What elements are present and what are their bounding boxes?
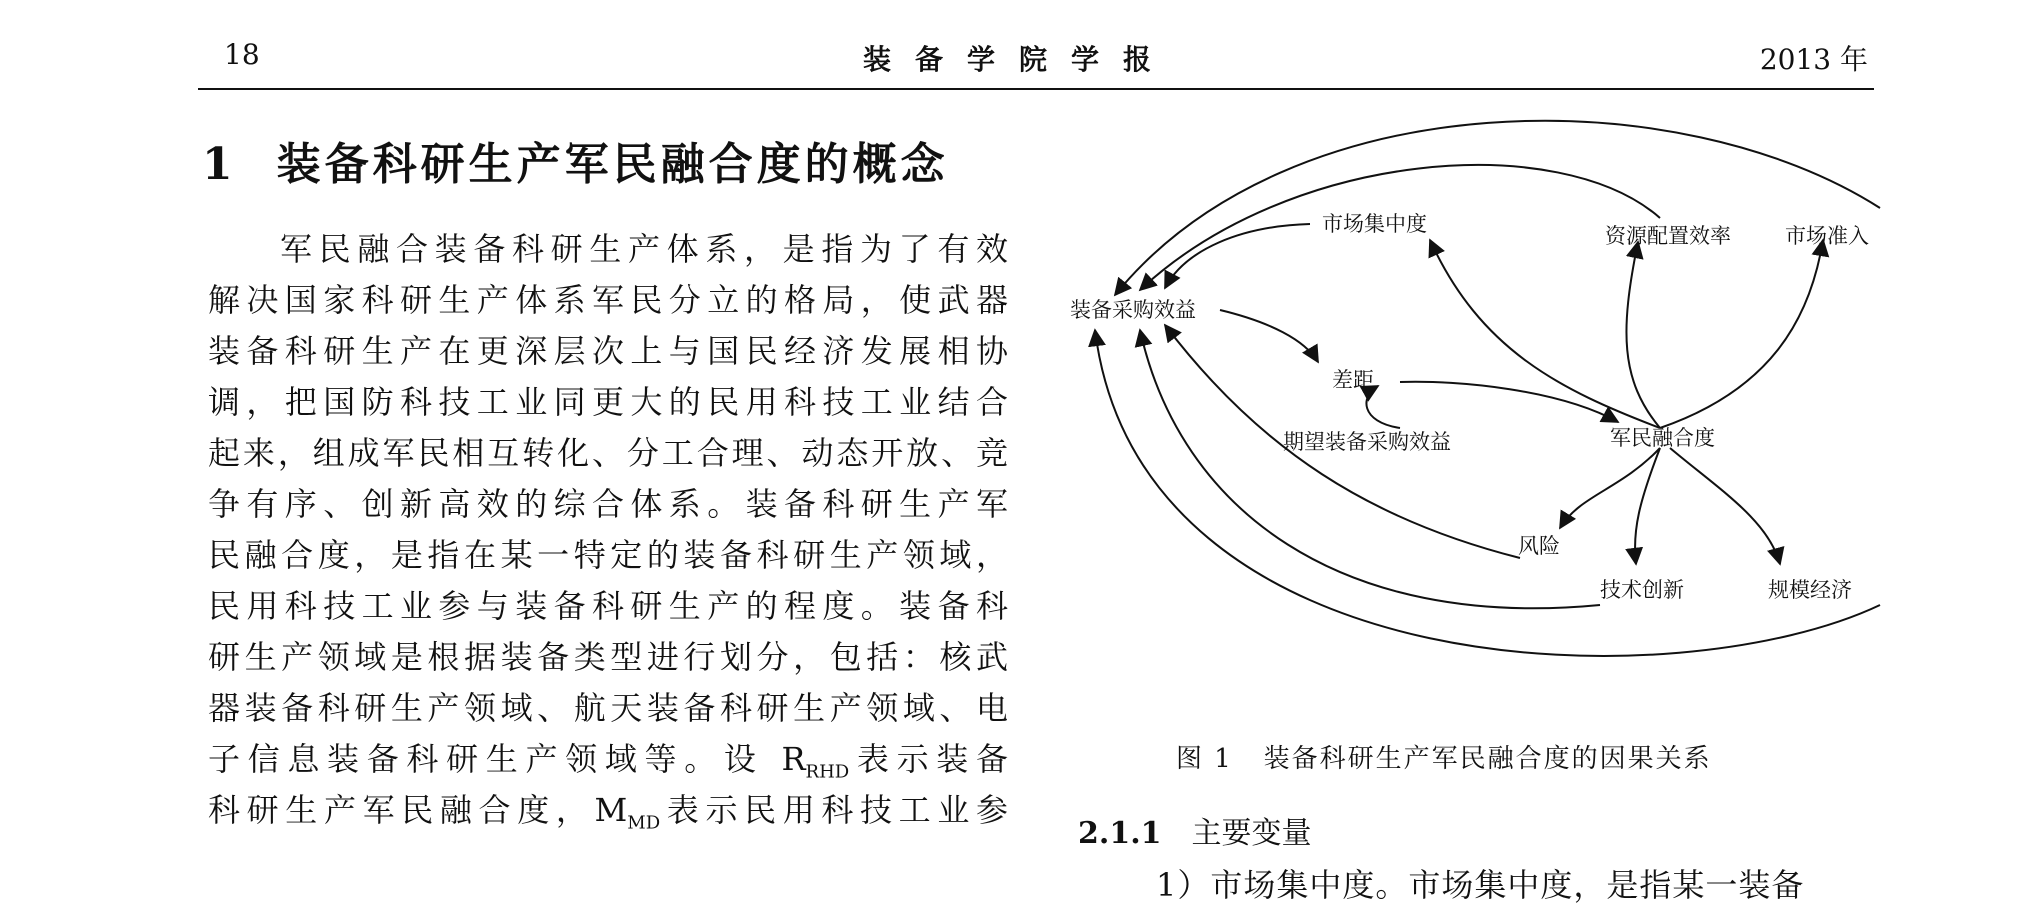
causal-diagram-edges bbox=[1040, 90, 1940, 710]
body-line: 器装备科研生产领域、航天装备科研生产领域、电 bbox=[208, 689, 1008, 727]
m-subscript: MD bbox=[627, 812, 661, 834]
node-integration-degree: 军民融合度 bbox=[1610, 426, 1715, 450]
body-line: 解决国家科研生产体系军民分立的格局，使武器 bbox=[208, 281, 1008, 319]
caption-label: 图 1 bbox=[1176, 744, 1233, 774]
node-expected-benefit: 期望装备采购效益 bbox=[1283, 430, 1451, 454]
body-line: 起来，组成军民相互转化、分工合理、动态开放、竞 bbox=[208, 434, 1008, 472]
body-line: 装备科研生产在更深层次上与国民经济发展相协 bbox=[208, 332, 1008, 370]
edge-gap-to-integration bbox=[1400, 382, 1618, 422]
journal-title: 装备学院学报 bbox=[862, 43, 1175, 76]
node-gap: 差距 bbox=[1332, 368, 1374, 392]
edge-market-concentration-to-benefit bbox=[1165, 224, 1310, 288]
node-resource-efficiency: 资源配置效率 bbox=[1605, 224, 1731, 248]
node-scale-economy: 规模经济 bbox=[1768, 578, 1852, 602]
list-item-1: 1）市场集中度。市场集中度，是指某一装备 bbox=[1156, 866, 1805, 904]
edge-integration-to-market-concentration bbox=[1430, 240, 1660, 428]
body-line: 调，把国防科技工业同更大的民用科技工业结合 bbox=[208, 383, 1008, 421]
section-heading bbox=[202, 128, 949, 192]
node-procurement-benefit: 装备采购效益 bbox=[1070, 298, 1196, 322]
node-tech-innovation: 技术创新 bbox=[1600, 578, 1684, 602]
subsection-heading bbox=[1078, 808, 1312, 852]
edge-integration-to-tech bbox=[1635, 448, 1660, 564]
r-subscript: RHD bbox=[805, 761, 850, 783]
body-line: 民用科技工业参与装备科研生产的程度。装备科 bbox=[208, 587, 1008, 625]
page-number: 18 bbox=[224, 38, 260, 71]
caption-text: 装备科研生产军民融合度的因果关系 bbox=[1263, 744, 1712, 774]
subsection-title: 主要变量 bbox=[1191, 816, 1312, 851]
section-number: 1 bbox=[202, 139, 237, 190]
body-line-math-m: 科研生产军民融合度，$M_{MD}$表示民用科技工业参 bbox=[208, 791, 1008, 834]
body-line: 研生产领域是根据装备类型进行划分，包括：核武 bbox=[208, 638, 1008, 676]
section-title: 装备科研生产军民融合度的概念 bbox=[276, 139, 949, 190]
edge-integration-to-scale bbox=[1670, 448, 1780, 564]
body-line: 争有序、创新高效的综合体系。装备科研生产军 bbox=[208, 485, 1008, 523]
node-market-concentration: 市场集中度 bbox=[1322, 212, 1427, 236]
node-market-access: 市场准入 bbox=[1785, 224, 1869, 248]
causal-diagram bbox=[1040, 90, 1940, 710]
subsection-number: 2.1.1 bbox=[1078, 816, 1162, 851]
body-line-math-r: 子信息装备科研生产领域等。设 $R_{RHD}$表示装备 bbox=[208, 740, 1008, 783]
node-risk: 风险 bbox=[1518, 534, 1560, 558]
figure-caption bbox=[1176, 738, 1712, 775]
edge-integration-to-access bbox=[1660, 240, 1823, 428]
body-line: 军民融合装备科研生产体系，是指为了有效 bbox=[280, 230, 1008, 268]
body-line: 民融合度，是指在某一特定的装备科研生产领域， bbox=[208, 536, 1008, 574]
body-paragraph bbox=[208, 224, 1008, 836]
edge-benefit-to-gap bbox=[1220, 310, 1318, 362]
edge-access-to-benefit bbox=[1115, 121, 1880, 295]
edge-integration-to-resource bbox=[1626, 242, 1660, 428]
publication-year: 2013 年 bbox=[1759, 43, 1868, 76]
